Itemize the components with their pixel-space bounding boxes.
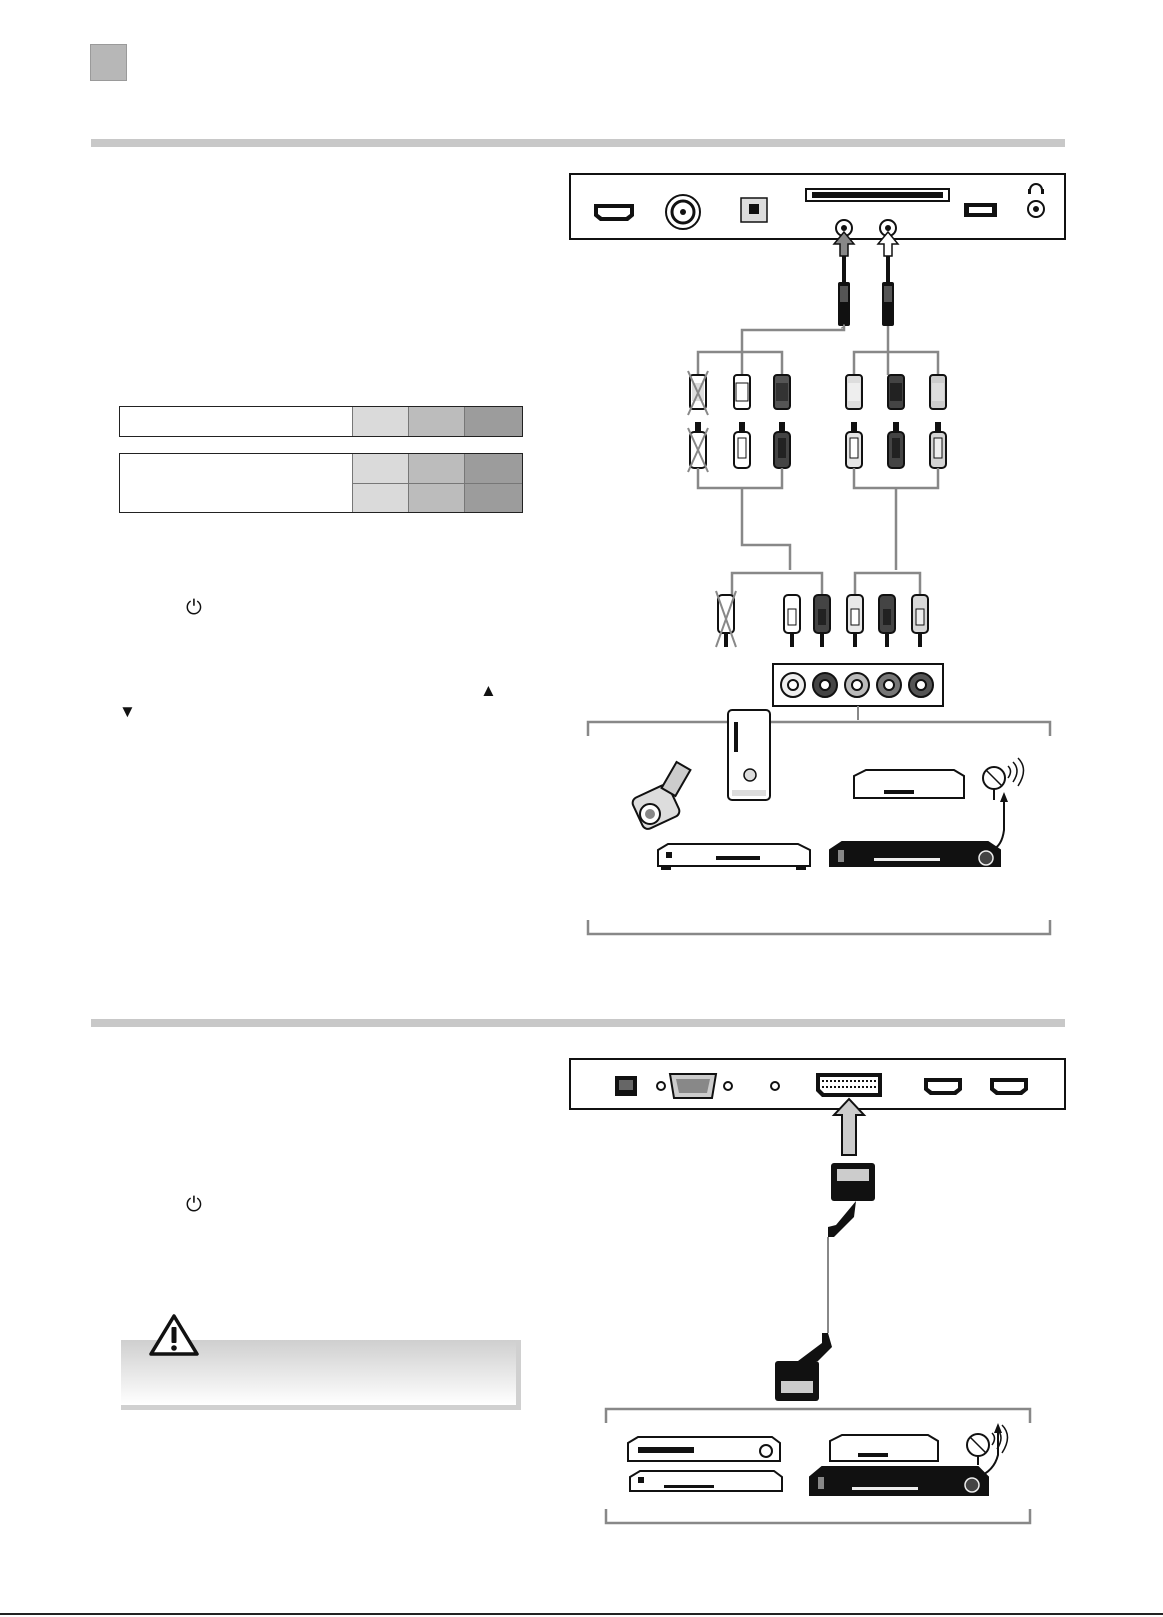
up-arrow-icon: ▲ (480, 681, 497, 700)
colour-swatch-medium (408, 407, 464, 436)
section-rule-top (91, 139, 1065, 147)
optical-port-icon (741, 198, 767, 222)
colour-swatch-light (352, 407, 408, 436)
colour-swatch-dark (464, 454, 522, 483)
jack-port-icon (724, 1082, 732, 1090)
satellite-dish-icon (967, 1425, 1008, 1465)
vga-port-icon (670, 1074, 716, 1098)
colour-table-double-row (119, 453, 523, 513)
usb-port-icon (964, 203, 997, 217)
jack-port-icon (771, 1082, 779, 1090)
page-bottom-rule (0, 1613, 1163, 1615)
ci-slot-icon (806, 189, 949, 201)
power-icon: ⏻ (186, 597, 202, 619)
set-top-box-icon (854, 770, 964, 798)
hdmi-port-icon (594, 204, 634, 221)
ethernet-port-icon (615, 1076, 637, 1096)
colour-swatch-dark (464, 483, 522, 512)
section-rule-middle (91, 1019, 1065, 1027)
hdmi-port-icon (990, 1078, 1028, 1095)
home-theater-icon (628, 1437, 780, 1461)
colour-swatch-dark (464, 407, 522, 436)
scart-connection-diagram (566, 1057, 1071, 1527)
down-arrow-icon: ▼ (119, 702, 136, 721)
warning-triangle-icon (148, 1313, 200, 1357)
jack-port-icon (657, 1082, 665, 1090)
dvd-player-icon (630, 1471, 782, 1491)
colour-swatch-light (352, 483, 408, 512)
scart-port-icon (816, 1073, 882, 1097)
rca-plugs-component-group (846, 375, 946, 409)
page-number-box (90, 44, 127, 81)
game-console-icon (728, 710, 770, 800)
scart-plug-icon (775, 1333, 832, 1401)
dvd-player-icon (658, 844, 810, 870)
mini-jack-plug-icon (882, 256, 894, 326)
mini-jack-plug-icon (838, 256, 850, 326)
power-icon: ⏻ (186, 1194, 202, 1216)
rf-port-icon (666, 195, 700, 229)
rca-plugs-audio-group (688, 371, 790, 415)
device-rca-jack-panel (773, 664, 943, 706)
rca-plugs-lower-row (688, 422, 946, 472)
av-receiver-icon (830, 792, 1008, 866)
colour-swatch-light (352, 454, 408, 483)
set-top-box-icon (830, 1435, 938, 1461)
camcorder-icon (631, 762, 691, 831)
colour-swatch-medium (408, 454, 464, 483)
hdmi-port-icon (924, 1078, 962, 1095)
colour-swatch-medium (408, 483, 464, 512)
colour-table-single-row (119, 406, 523, 437)
satellite-dish-icon (983, 758, 1024, 800)
scart-plug-icon (828, 1163, 875, 1237)
av-connection-diagram (566, 170, 1071, 950)
rca-plugs-device-row (716, 591, 928, 647)
